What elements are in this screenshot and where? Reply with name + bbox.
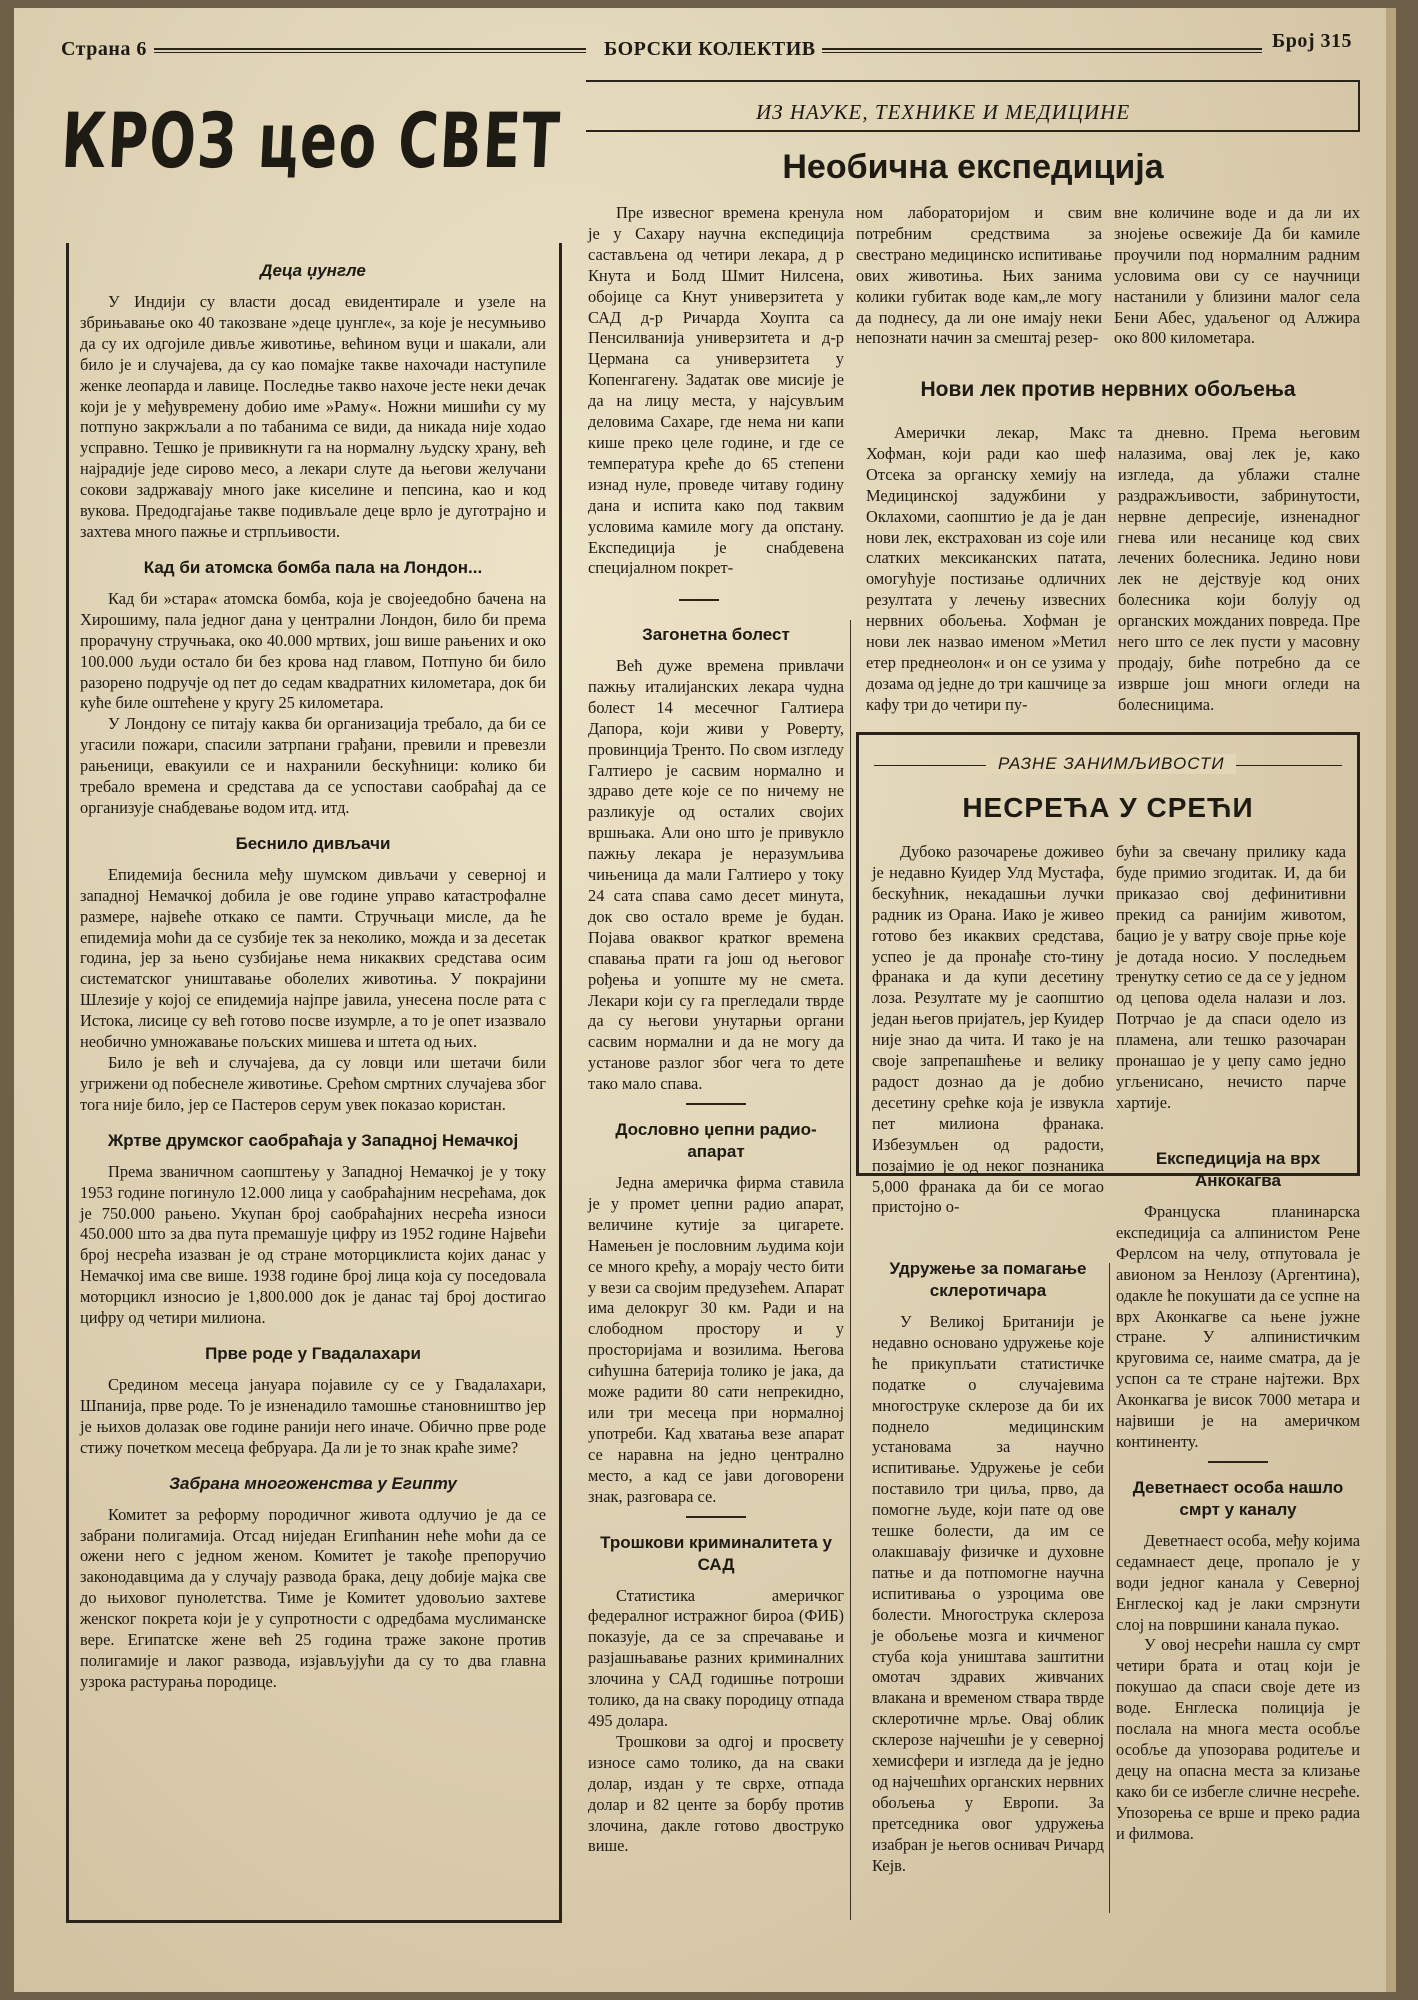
left-box-border-right: [559, 243, 562, 1923]
article-text: ном лабораторијом и свим потребним средствима за свестрано медицинско испитивање ових животиња. Њих занима колики губитак воде кам„ле могу да поднесу, да ли оне имају неки непознати начин за смештај резер-: [856, 203, 1102, 348]
headline-road-victims: Жртве друмског саобраћаја у Западној Немачкој: [107, 1130, 519, 1150]
article-text: Према званичном саопштењу у Западној Немачкој је у току 1953 године погинуло 12.000 лица у саобраћајним несрећама, док је 750.000 рањено. Укупан број саобраћајних несрећа износи 450.000 што за два пута премашује цифру из 1952 године Највећи број несрећа изазван је од стране моторциклиста којих данас у Немачкој има све више. 1938 године број лица која су поседовала моторцикл износио је 1,800.000 док је данас тај број достигао цифру од четири милиона.: [80, 1161, 546, 1328]
headline-pocket-radio: Дословно џепни радио-апарат: [615, 1120, 817, 1162]
science-col-1: [588, 203, 844, 579]
article-text: Амерички лекар, Макс Хофман, који ради као шеф Отсека за органску хемију на Медицинској задужбини у Оклахоми, саопштио је да је дан нови лек, екстрахован из соје или слатких мексиканских патата, омогућује постизање одличних резултата у лечењу извесних нервних обољења. Хофман је нови лек назвао именом »Метил етер преднеолон« и он се узима у дозама од једне до три кашчице за кафу три до четири пу-: [866, 423, 1106, 714]
article-text: Пре извесног времена кренула је у Сахару научна експедиција састављена од четири лекара, д р Кнута и Болд Шмит Нилсена, обојице са Кнут универзитета у САД д-р Ричарда Хоупта са Пенсилванија универзитета и д-р Цермана са универзитета у Копенгагену. Задатак ове мисије је да на лицу места, у најсувљим деловима Сахаре, где нема ни капи кише преко целе године, и где се температура креће до 65 степени изнад нуле, проведе читаву годину дана и испита како под таквим условима камиле могу да опстану. Експедиција је снабдевена специјалном покрет-: [588, 203, 844, 578]
headline-aconcagua: Експедиција на врх Анкокагва: [1155, 1149, 1321, 1190]
article-text: Трошкови за одгој и просвету износе само толико, да на сваки долар, издан у те сврхе, отпада долар и 82 центе за борбу против злочина, дакле готово двоструко више.: [588, 1731, 844, 1856]
headline-misfortune: НЕСРЕЋА У СРЕЋИ: [962, 792, 1254, 823]
science-col-2: [856, 203, 1102, 349]
article-text: бући за свечану прилику када буде примио згодитак. И, да би приказао свој дефинитивни прекид са ранијим животом, бацио је у ватру своје прње које је дотада носио. У последњем тренутку сетио се да се у једном од цепова одела налази и лоз. Потрчао је да спаси одело из пламена, али тешко разочаран пронашао је у џепу само једно угљенисано, нечисто парче хартије.: [1116, 842, 1346, 1112]
article-text: Било је већ и случајева, да су ловци или шетачи били угрижени од побеснеле животиње. Срећом смртних случајева због тога није било, јер се Пастеров серум увек показао користан.: [80, 1053, 546, 1114]
issue-number: Број 315: [1272, 30, 1353, 52]
headline-storks: Прве роде у Гвадалахари: [205, 1343, 421, 1363]
article-text: Статистика америчког федералног истражног бироа (ФИБ) показује, да се за спречавање и разјашњавање разних криминалних злочина у САД годишње потроши толико, да на сваку породицу отпада 495 долара.: [588, 1585, 844, 1730]
article-text: та дневно. Према његовим налазима, овај лек је, како изгледа, да ублажи сталне раздражљивости, забринутости, нервне депресије, изненадног гнева или несанице код свих лечених болесника. Једино нови лек не дејствује код оних болесника који болују од органских можданих повреда. Пре него што се лек пусти у масовну продају, биће потребно да се изврше још многи огледи на болесницима.: [1118, 423, 1360, 714]
headline-canal-deaths: Деветнаест особа нашло смрт у каналу: [1132, 1477, 1344, 1519]
page-number: Страна 6: [61, 38, 147, 60]
article-text: У овој несрећи нашла су смрт четири брата и отац који је покушао да спаси своје дете из воде. Енглеска полиција је послала на многа места особље особље да упозорава родитеље и децу на опасна места за клизање како би се избегле сличне несреће. Упозорења се врше и преко радиа и филмова.: [1116, 1635, 1360, 1843]
article-text: У Великој Британији је недавно основано удружење које ће прикупљати статистичке податке о случајевима многоструке склерозе да би их поднело медицинским установама за научно испитивање. Удружење је себи поставило три циља, прво, да помогне људе, који пате од ове тешке болести, да им се олакшавају физичке и духовне патње и да потпомогне научна испитивања о узроцима ове болести. Многострука склероза је обољење мозга и кичменог стуба која уништава заштитни омотач здравих живчаних влакана и временом ствара тврде склеротичне мрље. Овај облик склерозе најчешћи је у северној хемисфери и изгледа да је једно од најчешћих органских нервних обољења у Европи. За претседника овог удружења изабран је његов оснивач Ричард Кејв.: [872, 1312, 1104, 1875]
newspaper-page: [14, 8, 1396, 1992]
headline-rabies: Беснило дивљачи: [235, 833, 391, 853]
right-column-a: [872, 1258, 1104, 1876]
article-text: Деветнаест особа, међу којима седамнаест деце, пропало је у води једног канала у Северној Енглеској кад је лаки смрзнути слој на површини канала пукао.: [1116, 1530, 1360, 1634]
article-text: У Лондону се питају каква би организација требало, да би се угасили пожари, спасили затрпани грађани, превили и превезли рањеници, евакуили се и нахранили бескућници: колико би требало времена и средстава да се успостави саобраћај да се организује снабдевање водом итд. итд.: [80, 714, 546, 817]
article-text: Комитет за реформу породичног живота одлучио је да се забрани полигамија. Отсад ниједан Египћанин неће моћи да се ожени него с једном женом. Комитет је такође препоручио законодавцима да у случају развода брака, децу добије мајка све до њиховог пунолетства. Тиме је Комитет удовољио захтеве женског покрета који је у супротности с одредбама муслиманске вере. Египатске жене већ 25 година траже законе против полигамије и лаког развода, изјављујући да су то два главна узрока растурања породице.: [80, 1504, 546, 1691]
middle-column: [588, 620, 844, 1857]
headline-unusual-expedition: Необична експедиција: [782, 148, 1164, 186]
article-text: Дубоко разочарење доживео је недавно Куидер Улд Мустафа, бескућник, некадашњи лучки радник из Орана. Иако је живео готово без икаквих средстава, успео је да пронађе сто-тину франака и да купи десетину лоза. Резултате му је саопштио један његов пријатељ, јер Куидер није знао да чита. И тако је на своје запрепашћење и велику радост дознао да је добио десетину срећке која је извукла пет милиона франака. Избезумљен од радости, позајмио је од неког познаника 5,000 франака да би се могао пристојно о-: [872, 842, 1104, 1217]
curiosities-col-2: [1116, 842, 1346, 1114]
separator: [686, 1516, 746, 1518]
header-rule-left: [154, 48, 586, 53]
paper-name: БОРСКИ КОЛЕКТИВ: [604, 38, 816, 60]
article-text: Средином месеца јануара појавиле су се у Гвадалахари, Шпанија, прве роде. То је изненадило тамошње становништво јер је њихов долазак ове године ранији него иначе. Обично прве роде стижу почетком месеца фебруара. Да ли је то знак краће зиме?: [80, 1374, 546, 1457]
article-text: Епидемија беснила међу шумском дивљачи у северној и западној Немачкој добила је ове године управо катастрофалне размере, највеће откако се памти. Стручњаци мисле, да ће епидемија моћи да се сузбије тек за неколико, можда и за десетак година, јер за њено сузбијање нема никаквих средстава осим систематског уништавање оболелих животиња. У покрајини Шлезије у којој се епидемија најпре јавила, унесена после рата с Истока, лисице су већ готово посве изумрле, а то је опет изазвало необично умножавање пољских мишева и штета од њих.: [80, 864, 546, 1052]
article-text: Већ дуже времена привлачи пажњу италијанских лекара чудна болест 14 месечног Галтиера Дапора, који живи у Роверту, провинција Тренто. По свом изгледу Галтиеро је сасвим нормално и здраво дете које се по ничему не разликује од осталих својих вршњака. Али оно што је привукло пажњу лекара је неразумљива чињеница да мали Галтиеро у току 24 сата спава само десет минута, док сво остало време је будан. Појава оваквог кратког времена спавања прати га још од његовог рођења и уопште му не смета. Лекари који су га прегледали тврде да су његови унутарњи органи сасвим нормални и да не могу да установе разлог због чега то дете тако мало спава.: [588, 656, 844, 1094]
headline-mystery-illness: Загонетна болест: [642, 625, 790, 644]
headline-sclerosis: Удружење за помагање склеротичара: [889, 1259, 1087, 1300]
article-text: Француска планинарска експедиција са алпинистом Рене Ферлсом на челу, отпутовала је авионом за Ненлозу (Аргентина), одакле ће покушати да се успне на врх Аконкагве са њене јужне стране. У алпинистичким круговима се, наиме сматра, да је успон са те стране најтежи. Врх Аконкагва је висок 7000 метара и највиши је на америчком континенту.: [1116, 1202, 1360, 1451]
separator: [686, 1103, 746, 1105]
right-column-b: [1116, 1148, 1360, 1844]
kicker-science: ИЗ НАУКЕ, ТЕХНИКЕ И МЕДИЦИНЕ: [756, 100, 1131, 124]
column-rule: [850, 620, 851, 1920]
science-col-3: [1114, 203, 1360, 349]
kicker-underline: [586, 130, 1360, 132]
headline-atomic-bomb: Кад би атомска бомба пала на Лондон...: [143, 557, 483, 577]
separator: [1208, 1461, 1268, 1463]
left-column: [80, 256, 546, 1693]
article-text: Једна америчка фирма ставила је у промет џепни радио апарат, величине кутије за цигарете. Намењен је пословним људима који се много крећу, а морају често бити у вези са својим предузећем. Апарат има делокруг 30 км. Ради и на слободном простору и у просторијама и возилима. Његова сићушна батерија толико је јака, да може радити 80 сати непрекидно, или три месеца при нормалној употреби. Кад хватања везе апарат се наравна на једно централно место, а кад се јави договорени знак, разговара се.: [588, 1173, 844, 1506]
left-box-border-bottom: [66, 1920, 562, 1923]
left-box-border-left: [66, 243, 69, 1923]
headline-new-drug: Нови лек против нервних обољења: [920, 378, 1296, 401]
section-title-world: КРОЗ цео СВЕТ: [59, 96, 563, 185]
column-rule: [1109, 1263, 1110, 1913]
article-text: Кад би »стара« атомска бомба, која је својеедобно бачена на Хирошиму, пала једног дана у централни Лондон, било би према прорачуну стручњака, око 40.000 мртвих, још више рањених и око 100.000 људи остало би без крова над главом, Потпуно би било разорено подручје од пет до седам квадратних километара, док би куће биле оштећене у кругу 25 километара.: [80, 588, 546, 713]
headline-crime-costs: Трошкови криминалитета у САД: [600, 1532, 832, 1574]
headline-polygamy-ban: Забрана многоженства у Египту: [169, 1473, 457, 1493]
headline-jungle-children: Деца џунгле: [260, 261, 366, 280]
article-text: У Индији су власти досад евидентирале и узеле на збрињавање око 40 такозване »деце џунгле«, за које је несумњиво да су их одгојиле дивље животиње, већином вуци и шакали, али било је и случајева, да су као помајке такве нахочади наступиле женке леопарда и лавице. Последње такво нахоче јесте неки дечак који је у међувремену добио име »Раму«. Ножни мишићи су му потпуно закржљали а по табанима се види, да никада није ходао усправно. Тешко је привикнути га на нормалну људску храну, већ најрадије једе сирово месо, а лекари слуте да његови желучани сокови задржавају много јаке киселине и пепсина, као и код вукова. Предодгајање такве подивљале деце врло је дуготрајно и захтева много пажње и стрпљивости.: [80, 292, 546, 541]
drug-col-1: [866, 423, 1106, 716]
kicker-curiosities: РАЗНЕ ЗАНИМЉИВОСТИ: [986, 754, 1236, 774]
separator: [679, 599, 719, 601]
article-text: вне количине воде и да ли их знојење освежије Да би камиле проучили под нормалним радним условима ови су се научници настанили у близини малог села Бени Абес, удаљеног од Алжира око 800 километара.: [1114, 203, 1360, 348]
header-rule-right: [822, 48, 1262, 53]
drug-col-2: [1118, 423, 1360, 716]
curiosities-col-1: [872, 842, 1104, 1218]
